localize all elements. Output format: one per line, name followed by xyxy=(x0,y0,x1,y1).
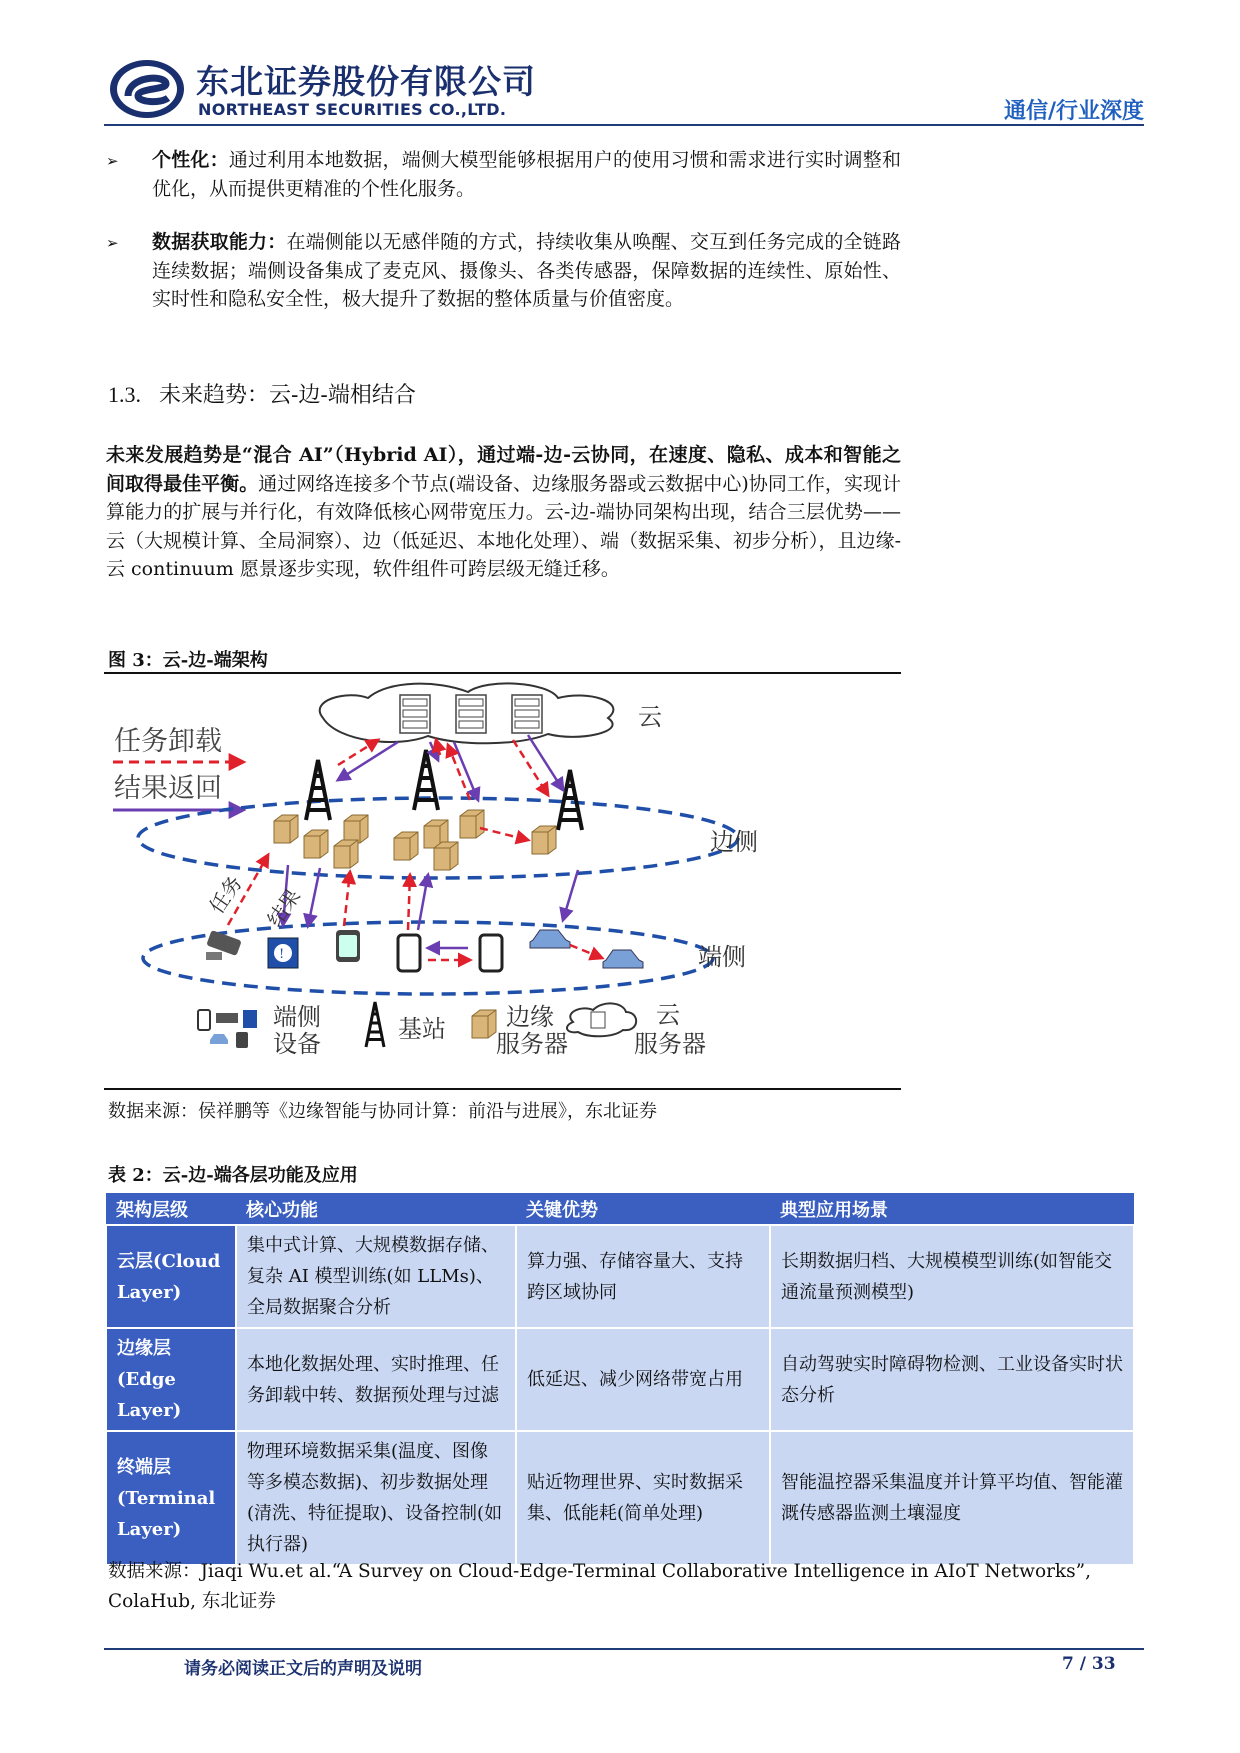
table-header: 核心功能 xyxy=(236,1193,516,1225)
bullet-text: 在端侧能以无感伴随的方式，持续收集从唤醒、交互到任务完成的全链路连续数据；端侧设备集成了麦克风、摄像头、各类传感器，保障数据的连续性、原始性、实时性和隐私安全性，极大提升了数据的整体质量与价值密度。 xyxy=(152,231,901,310)
table-cell-advantage: 算力强、存储容量大、支持跨区域协同 xyxy=(516,1225,770,1328)
key-cloud-server-label-2: 服务器 xyxy=(634,1030,706,1058)
table-cell-scenario: 长期数据归档、大规模模型训练(如智能交通流量预测模型) xyxy=(770,1225,1134,1328)
bullet-arrow-icon: ➢ xyxy=(106,152,119,170)
page-number: 7 / 33 xyxy=(1062,1654,1116,1674)
table-cell-advantage: 低延迟、减少网络带宽占用 xyxy=(516,1328,770,1431)
svg-text:!: ! xyxy=(279,947,285,962)
bullet-title: 个性化： xyxy=(152,149,229,171)
key-edge-server-label-1: 边缘 xyxy=(506,1003,554,1031)
key-cloud-icon xyxy=(567,1003,636,1036)
table-header: 典型应用场景 xyxy=(770,1193,1134,1225)
table-cell-scenario: 自动驾驶实时障碍物检测、工业设备实时状态分析 xyxy=(770,1328,1134,1431)
table-cell-function: 物理环境数据采集(温度、图像等多模态数据)、初步数据处理(清洗、特征提取)、设备控制(如执行器) xyxy=(236,1431,516,1565)
smartwatch-icon xyxy=(336,930,360,962)
label-cloud: 云 xyxy=(638,703,662,731)
table-cell-layer: 云层(Cloud Layer) xyxy=(106,1225,236,1328)
key-device-label-1: 端侧 xyxy=(273,1003,321,1031)
footer-divider xyxy=(104,1648,1144,1650)
section-heading xyxy=(108,378,416,409)
table-row xyxy=(106,1328,1134,1431)
company-name-cn: 东北证券股份有限公司 xyxy=(196,62,536,101)
table-row xyxy=(106,1225,1134,1328)
table-cell-layer: 终端层(Terminal Layer) xyxy=(106,1431,236,1565)
paragraph-lead: 未来发展趋势是“混合 AI”（Hybrid AI），通过端-边-云协同，在速度、隐私、成本和智能之间取得最佳平衡。 xyxy=(106,444,901,495)
section-title: 未来趋势：云-边-端相结合 xyxy=(159,383,416,408)
bullet-text: 通过利用本地数据，端侧大模型能够根据用户的使用习惯和需求进行实时调整和优化，从而提供更精准的个性化服务。 xyxy=(152,149,901,200)
chip-icon xyxy=(268,938,298,968)
paragraph-text: 通过网络连接多个节点(端设备、边缘服务器或云数据中心)协同工作，实现计算能力的扩展与并行化，有效降低核心网带宽压力。云-边-端协同架构出现，结合三层优势——云（大规模计算、全局洞察）、边（低延迟、本地化处理）、端（数据采集、初步分析），且边缘-云 continuum 愿景逐步实现，软件组件可跨层级无缝迁移。 xyxy=(106,472,901,580)
company-name-en: NORTHEAST SECURITIES CO.,LTD. xyxy=(198,100,507,119)
legend-return-label: 结果返回 xyxy=(114,773,222,804)
section-number: 1.3. xyxy=(108,382,141,407)
table-cell-scenario: 智能温控器采集温度并计算平均值、智能灌溉传感器监测土壤湿度 xyxy=(770,1431,1134,1565)
key-edge-server-label-2: 服务器 xyxy=(496,1030,568,1058)
table-row xyxy=(106,1431,1134,1565)
table-header: 架构层级 xyxy=(106,1193,236,1225)
header-divider xyxy=(104,124,1144,126)
camera-icon xyxy=(206,930,242,960)
bullet-arrow-icon: ➢ xyxy=(106,234,119,252)
phone-icon xyxy=(398,935,420,971)
cloud-shape xyxy=(320,683,614,743)
table-caption: 表 2：云-边-端各层功能及应用 xyxy=(108,1165,358,1186)
key-device-label-2: 设备 xyxy=(273,1030,321,1058)
legend-offload-label: 任务卸载 xyxy=(114,726,222,757)
figure-top-rule xyxy=(104,672,901,674)
company-logo xyxy=(108,58,186,120)
car-icon xyxy=(603,950,643,968)
table-header: 关键优势 xyxy=(516,1193,770,1225)
bullet-data-acquisition xyxy=(106,228,901,314)
figure-source: 数据来源：侯祥鹏等《边缘智能与协同计算：前沿与进展》，东北证券 xyxy=(108,1101,657,1122)
layer-function-table xyxy=(105,1193,1135,1566)
table-cell-advantage: 贴近物理世界、实时数据采集、低能耗(简单处理) xyxy=(516,1431,770,1565)
label-edge: 边侧 xyxy=(710,828,758,856)
table-header-row xyxy=(106,1193,1134,1225)
key-cloud-server-label-1: 云 xyxy=(656,1001,680,1029)
key-device-icons xyxy=(198,1010,257,1048)
label-terminal: 端侧 xyxy=(698,943,746,971)
body-paragraph xyxy=(106,441,901,584)
table-source: 数据来源：Jiaqi Wu.et al.“A Survey on Cloud-Edge-Terminal Collaborative Intelligence in AIoT Networks”, ColaHub, 东北证券 xyxy=(108,1561,1091,1612)
section-tag: 通信/行业深度 xyxy=(1003,99,1144,124)
car-icon xyxy=(530,930,570,948)
phone-icon xyxy=(480,935,502,971)
key-station-label: 基站 xyxy=(398,1015,446,1043)
side-label-task: 任务 xyxy=(204,871,248,918)
table-cell-function: 本地化数据处理、实时推理、任务卸载中转、数据预处理与过滤 xyxy=(236,1328,516,1431)
footer-disclaimer: 请务必阅读正文后的声明及说明 xyxy=(184,1659,422,1679)
cloud-edge-terminal-diagram xyxy=(108,680,908,1080)
table-cell-function: 集中式计算、大规模数据存储、复杂 AI 模型训练(如 LLMs)、全局数据聚合分析 xyxy=(236,1225,516,1328)
figure-caption: 图 3：云-边-端架构 xyxy=(108,650,268,671)
figure-bottom-rule xyxy=(104,1088,901,1090)
bullet-personalization xyxy=(106,146,901,203)
table-cell-layer: 边缘层(Edge Layer) xyxy=(106,1328,236,1431)
side-label-result: 结果 xyxy=(262,884,306,931)
bullet-title: 数据获取能力： xyxy=(152,231,287,253)
